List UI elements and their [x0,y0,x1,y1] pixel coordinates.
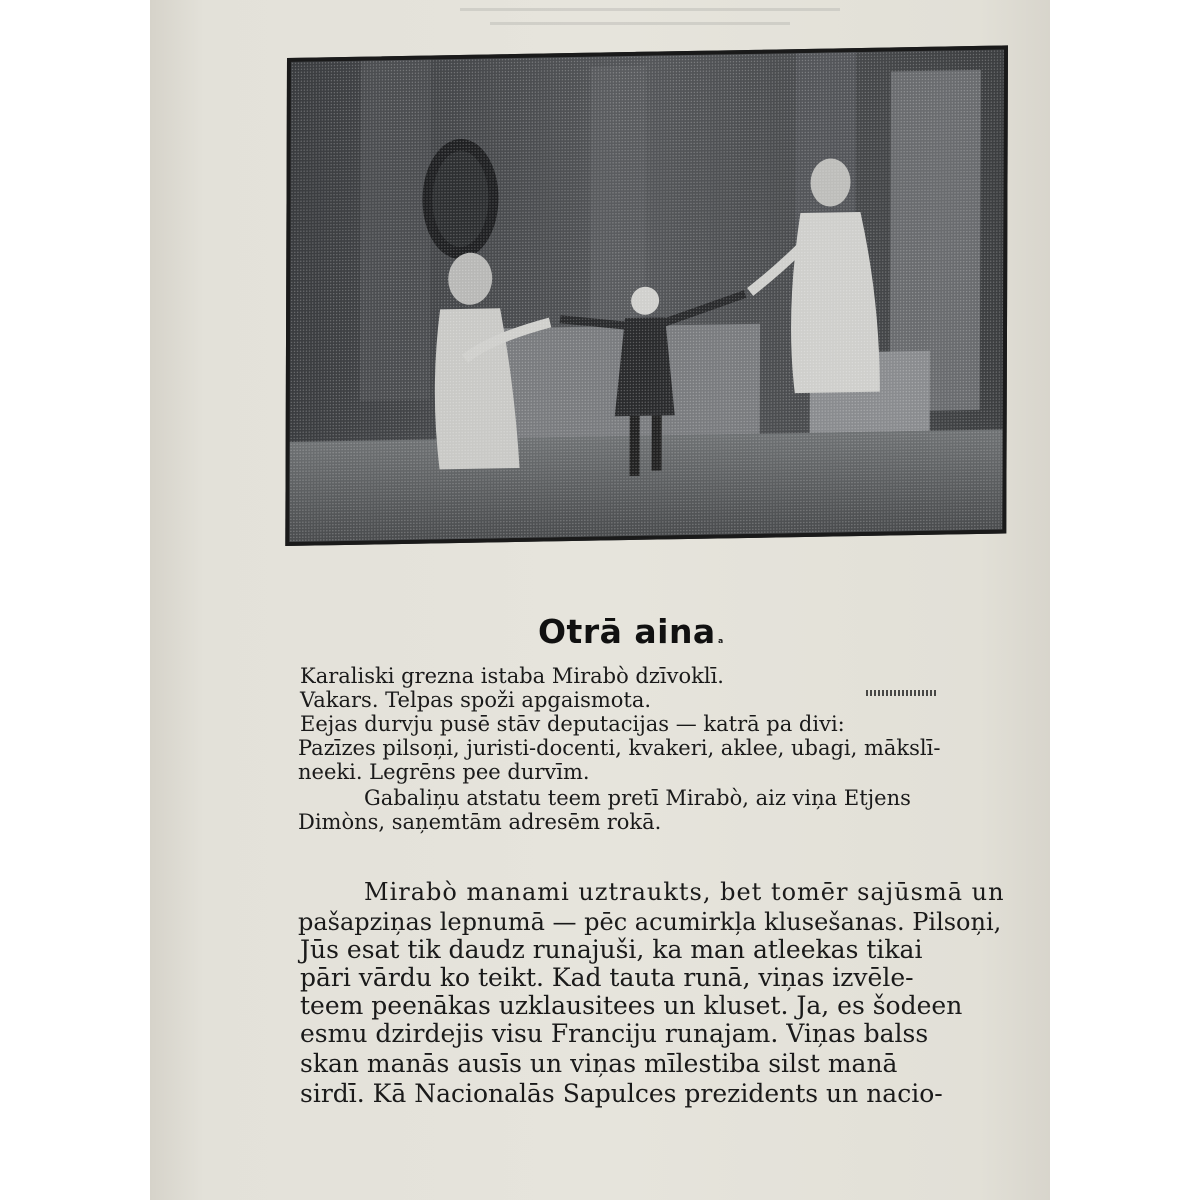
scene-title: Otrā aina [538,612,716,651]
stage-direction-line: Pazīzes pilsoņi, juristi-docenti, kvakeri, aklee, ubagi, mākslī- [298,736,941,760]
speech-line: skan manās ausīs un viņas mīlestiba silst manā [300,1049,898,1078]
stage-direction-line: Dimòns, saņemtām adresēm rokā. [298,810,662,834]
ink-scribble [866,690,938,696]
book-page [150,0,1050,1200]
speech-line: Mirabò manami uztraukts, bet tomēr sajūsmā un [364,878,1005,906]
stage-direction-line: Karaliski grezna istaba Mirabò dzīvoklī. [300,664,724,688]
speech-line: teem peenākas uzklausitees un kluset. Ja, es šodeen [300,991,963,1020]
stage-direction-line: Gabaliņu atstatu teem pretī Mirabò, aiz viņa Etjens [364,786,911,810]
speech-line: sirdī. Kā Nacionalās Sapulces prezidents un nacio- [300,1079,943,1108]
speech-line: Jūs esat tik daudz runajuši, ka man atleekas tikai [300,935,923,964]
stage-direction-line: neeki. Legrēns pee durvīm. [298,760,590,784]
speech-line: pāri vārdu ko teikt. Kad tauta runā, viņas izvēle- [300,963,914,992]
heading-mark: ₐ [717,632,724,646]
stage-direction-line: Eejas durvju pusē stāv deputacijas — katrā pa divi: [300,712,845,736]
stage-direction-line: Vakars. Telpas spoži apgaismota. [300,688,652,712]
scene-heading [538,612,724,651]
speech-line: esmu dzirdejis visu Franciju runajam. Viņas balss [300,1019,929,1048]
text-block [150,0,1050,1200]
speech-line: pašapziņas lepnumā — pēc acumirkļa klusešanas. Pilsoņi, [298,908,1002,936]
